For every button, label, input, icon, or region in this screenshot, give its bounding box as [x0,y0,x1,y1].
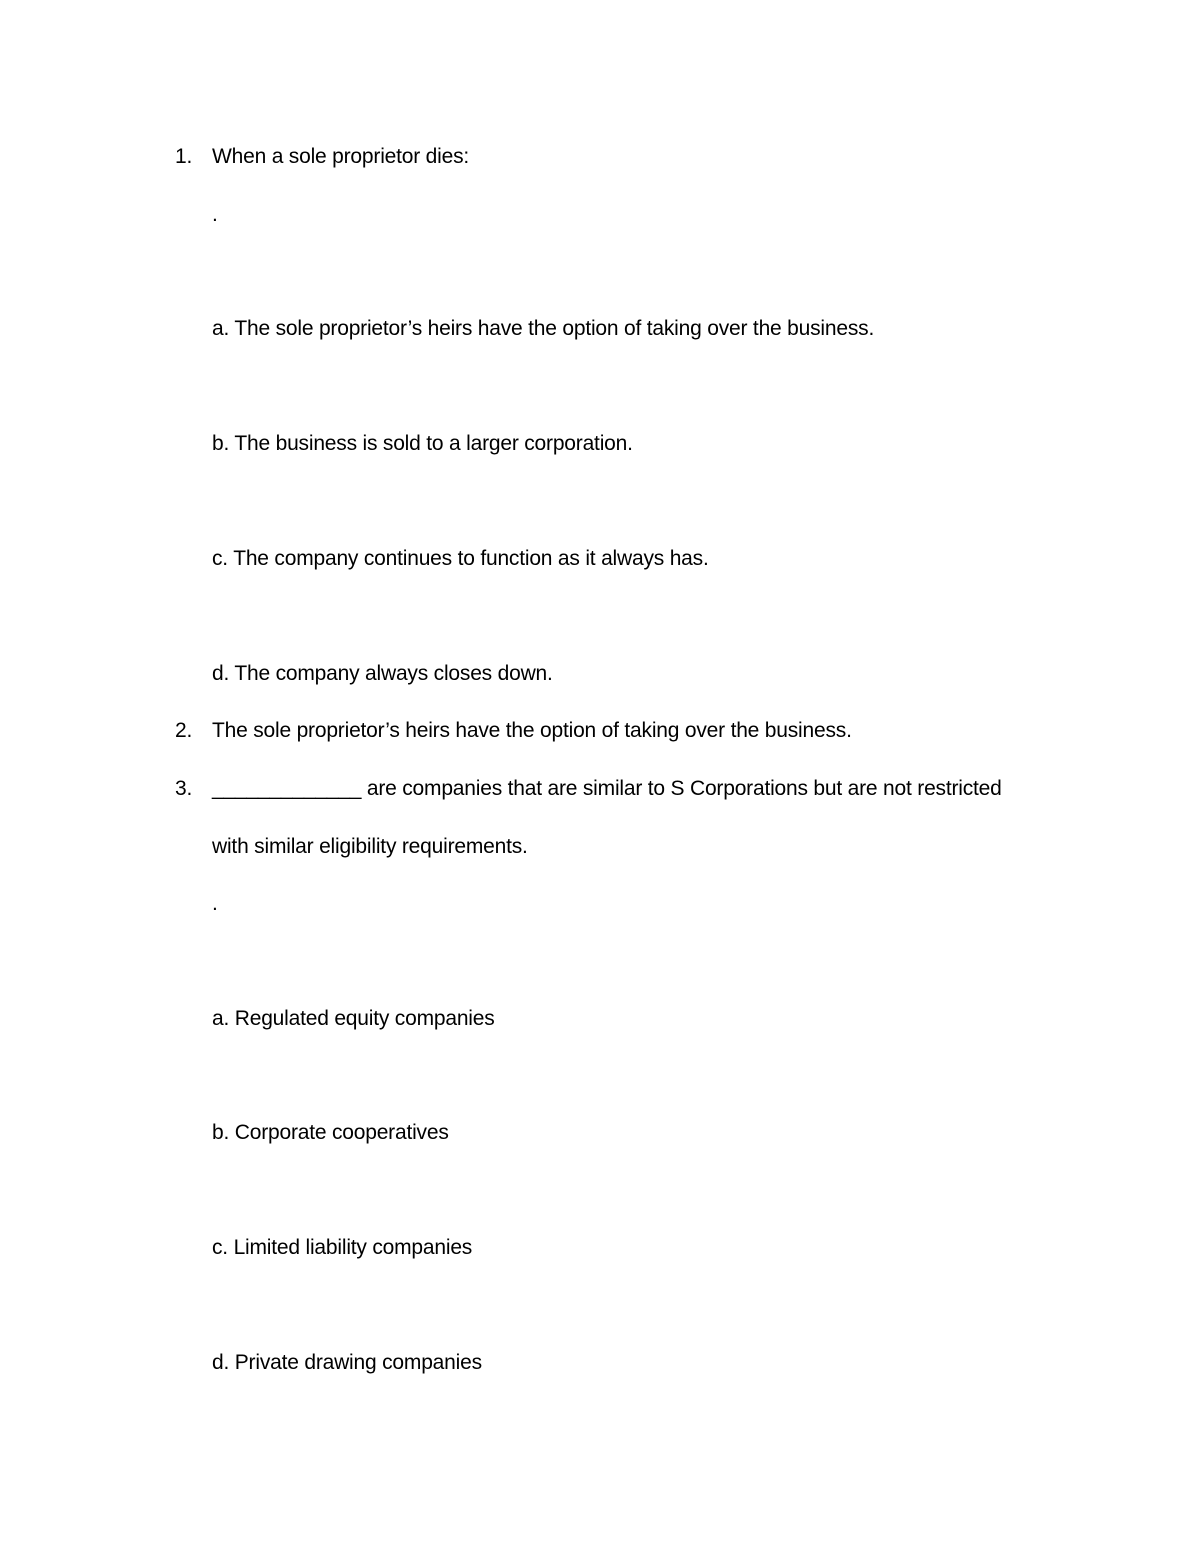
answer-marker: . [212,203,218,226]
option-text: d. The company always closes down. [212,662,553,685]
option-text: a. The sole proprietor’s heirs have the option of taking over the business. [212,317,875,340]
option-text: d. Private drawing companies [212,1351,482,1374]
option-text: b. The business is sold to a larger corporation. [212,432,633,455]
option-text: c. The company continues to function as it always has. [212,547,709,570]
option-text: a. Regulated equity companies [212,1007,495,1030]
question-prompt-line-2: with similar eligibility requirements. [212,835,528,858]
option-text: c. Limited liability companies [212,1236,473,1259]
question-number: 2. [175,719,193,742]
option-text: b. Corporate cooperatives [212,1121,449,1144]
answer-marker: . [212,892,218,915]
question-prompt: The sole proprietor’s heirs have the option of taking over the business. [212,719,852,742]
question-prompt: When a sole proprietor dies: [212,145,470,168]
question-prompt-line-1: _____________ are companies that are similar to S Corporations but are not restricted [212,777,1002,800]
question-number: 1. [175,145,193,168]
question-number: 3. [175,777,193,800]
